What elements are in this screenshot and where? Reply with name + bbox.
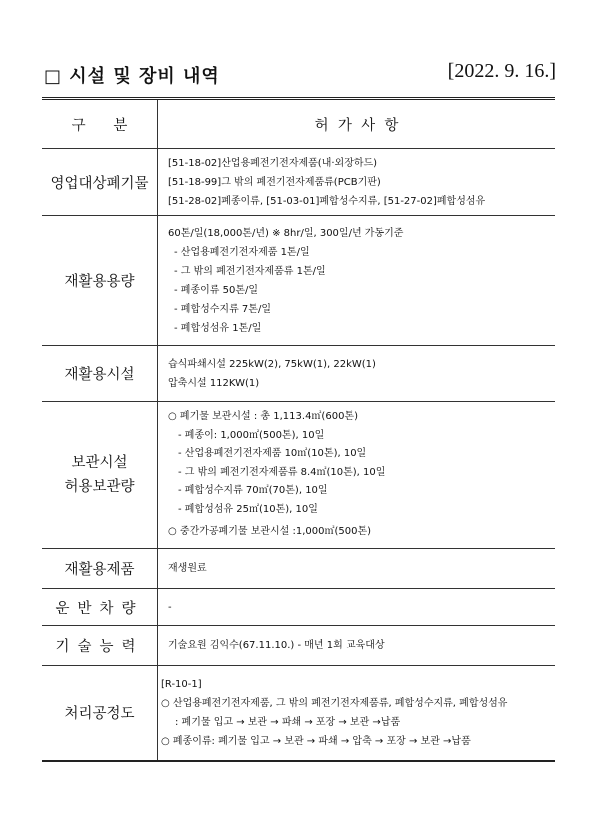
row-content-recycling-capacity	[158, 216, 556, 346]
col-header-permit: 허 가 사 항	[158, 99, 556, 149]
content-line: 재생원료	[168, 563, 207, 574]
content-line: 60톤/일(18,000톤/년) ※ 8hr/일, 300일/년 가동기준	[168, 227, 404, 239]
document-date: [2022. 9. 16.]	[447, 60, 556, 82]
content-line: [51-18-02]산업용폐전기전자제품(내·외장하드)	[168, 157, 378, 169]
table-row	[42, 549, 555, 589]
row-content-recycled-product	[158, 549, 556, 589]
content-line: - 그 밖의 폐전기전자제품류 1톤/일	[174, 265, 326, 277]
row-content-target-waste	[158, 149, 556, 216]
content-line: - 폐합성수지류 70㎡(70톤), 10일	[178, 485, 328, 497]
content-line: [51-18-99]그 밖의 폐전기전자제품류(PCB기판)	[168, 176, 381, 188]
content-line: ○ 중간가공폐기물 보관시설 :1,000㎡(500톤)	[168, 526, 372, 538]
row-content-recycling-facility	[158, 346, 556, 402]
page-title: □ 시설 및 장비 내역	[44, 66, 220, 87]
table-header-row	[42, 99, 555, 149]
row-content-technical-capability	[158, 626, 556, 666]
content-line: 압축시설 112KW(1)	[168, 377, 260, 389]
col-header-category: 구 분	[42, 99, 158, 149]
row-label-recycling-capacity: 재활용용량	[42, 216, 158, 346]
content-line: ○ 폐기물 보관시설 : 총 1,113.4㎡(600톤)	[168, 411, 358, 423]
content-line: : 폐기물 입고 → 보관 → 파쇄 → 포장 → 보관 →납품	[175, 716, 401, 728]
row-label-process-diagram: 처리공정도	[42, 666, 158, 761]
content-line: ○ 폐종이류: 폐기물 입고 → 보관 → 파쇄 → 압축 → 포장 → 보관 →납품	[161, 735, 471, 747]
row-content-storage	[158, 402, 556, 549]
facility-equipment-table	[42, 97, 555, 762]
content-line: - 폐종이류 50톤/일	[174, 284, 259, 296]
row-content-transport-vehicle	[158, 589, 556, 626]
row-label-technical-capability: 기술능력	[42, 626, 158, 666]
content-line: [51-28-02]폐종이류, [51-03-01]폐합성수지류, [51-27-02]폐합성섬유	[168, 195, 486, 207]
content-line: 습식파쇄시설 225kW(2), 75kW(1), 22kW(1)	[168, 358, 376, 370]
row-label-target-waste: 영업대상폐기물	[42, 149, 158, 216]
content-line: - 폐합성섬유 1톤/일	[174, 322, 262, 334]
content-line: - 폐종이: 1,000㎡(500톤), 10일	[178, 429, 325, 441]
content-line: - 산업용폐전기전자제품 10㎡(10톤), 10일	[178, 448, 367, 460]
row-content-process-diagram	[158, 666, 556, 761]
table-row	[42, 626, 555, 666]
content-line: -	[168, 601, 172, 613]
content-line: 기술요원 김익수(67.11.10.) - 매년 1회 교육대상	[168, 640, 385, 651]
table-row	[42, 589, 555, 626]
row-label-recycling-facility: 재활용시설	[42, 346, 158, 402]
table-row	[42, 149, 555, 216]
table-row	[42, 666, 555, 761]
row-label-line: 보관시설	[71, 455, 128, 471]
content-line: - 폐합성수지류 7톤/일	[174, 303, 271, 315]
content-line: - 폐합성섬유 25㎡(10톤), 10일	[178, 503, 318, 515]
content-line: - 그 밖의 폐전기전자제품류 8.4㎡(10톤), 10일	[178, 466, 386, 478]
content-line: - 산업용폐전기전자제품 1톤/일	[174, 246, 310, 258]
content-line: [R-10-1]	[161, 678, 202, 690]
table-row	[42, 402, 555, 549]
row-label-transport-vehicle: 운반차량	[42, 589, 158, 626]
row-label-recycled-product: 재활용제품	[42, 549, 158, 589]
content-line: ○ 산업용폐전기전자제품, 그 밖의 폐전기전자제품류, 폐합성수지류, 폐합성섬유	[161, 697, 508, 709]
table-row	[42, 216, 555, 346]
table-row	[42, 346, 555, 402]
row-label-storage	[42, 402, 158, 549]
row-label-line: 허용보관량	[64, 479, 135, 495]
